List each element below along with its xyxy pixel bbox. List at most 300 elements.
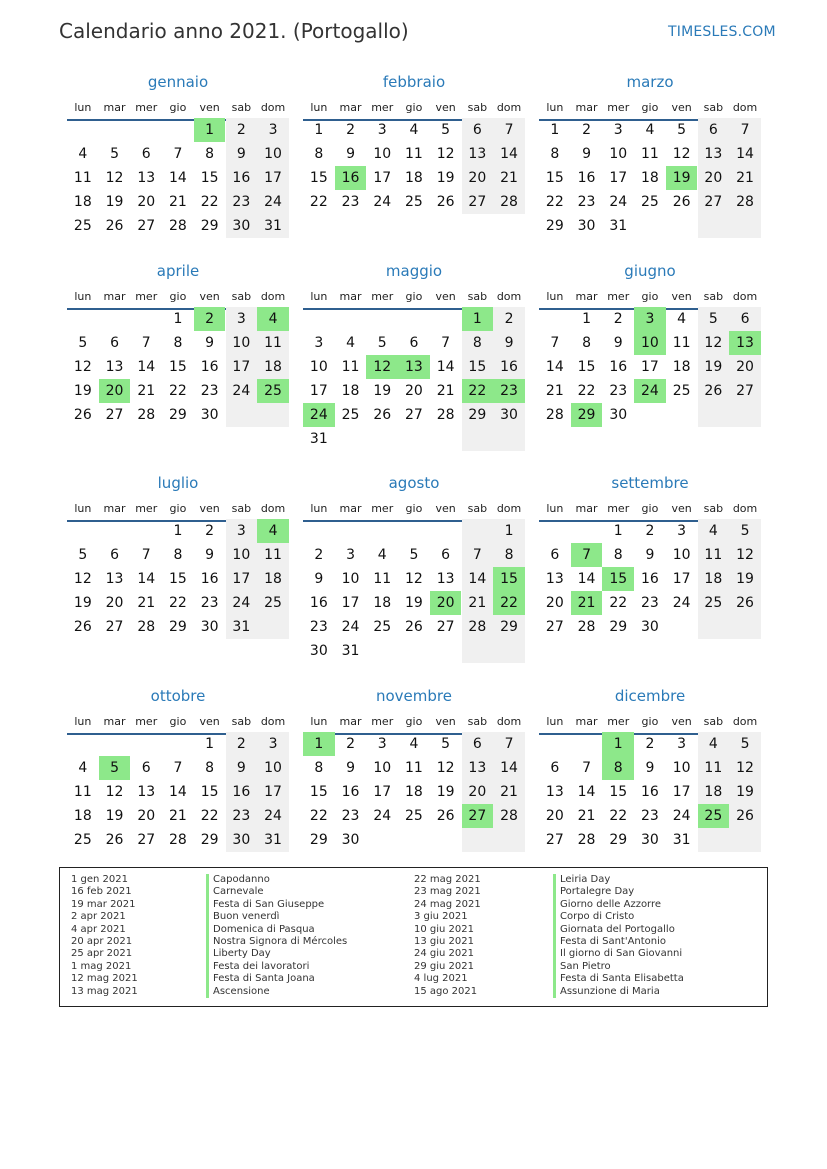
weekday-label: mar: [575, 101, 598, 114]
day-cell: 31: [672, 832, 691, 848]
day-cell: 28: [577, 619, 596, 635]
weekday-label: dom: [732, 502, 758, 515]
empty-weekend-cell: [462, 519, 494, 543]
day-cell: 16: [309, 595, 328, 611]
weekday-label: gio: [641, 502, 659, 515]
holiday-day-cell: 24: [634, 379, 666, 403]
day-cell: 16: [226, 780, 258, 804]
weekday-label: mer: [135, 101, 158, 114]
weekday-label: dom: [260, 715, 286, 728]
day-cell: 20: [545, 808, 564, 824]
day-cell: 1: [613, 523, 623, 539]
day-cell: 12: [729, 543, 761, 567]
month-name: luglio: [157, 474, 199, 492]
holiday-day-cell: 16: [335, 166, 367, 190]
day-cell: 11: [405, 146, 423, 162]
day-cell: 6: [462, 732, 494, 756]
day-cell: 14: [577, 784, 596, 800]
day-cell: 24: [341, 619, 360, 635]
weekday-label: lun: [74, 290, 92, 303]
day-cell: 17: [341, 595, 360, 611]
month-name: maggio: [385, 262, 443, 280]
legend-holiday-name: Giornata del Portogallo: [553, 924, 684, 936]
legend-date: 1 mag 2021: [71, 960, 132, 972]
day-cell: 2: [613, 311, 623, 327]
day-cell: 15: [462, 355, 494, 379]
day-cell: 11: [641, 146, 659, 162]
holiday-day-cell: 15: [602, 567, 634, 591]
weekday-label: dom: [496, 502, 522, 515]
day-cell: 10: [672, 760, 691, 776]
day-cell: 15: [169, 571, 187, 587]
day-cell: 12: [436, 146, 455, 162]
day-cell: 3: [257, 118, 289, 142]
day-cell: 31: [309, 431, 328, 447]
day-cell: 6: [729, 307, 761, 331]
day-cell: 15: [309, 784, 328, 800]
holiday-day-cell: 19: [666, 166, 698, 190]
day-cell: 3: [377, 736, 387, 752]
day-cell: 18: [257, 355, 289, 379]
day-cell: 9: [645, 547, 655, 563]
day-cell: 9: [314, 571, 324, 587]
legend-dates-col-2: [414, 874, 481, 998]
weekday-label: gio: [169, 502, 187, 515]
day-cell: 28: [577, 832, 596, 848]
day-cell: 20: [137, 194, 156, 210]
day-cell: 25: [405, 808, 423, 824]
day-cell: 16: [493, 355, 525, 379]
weekday-label: mer: [135, 715, 158, 728]
weekday-label: ven: [671, 715, 692, 728]
day-cell: 1: [173, 523, 183, 539]
day-cell: 30: [609, 407, 628, 423]
day-cell: 26: [729, 804, 761, 828]
day-cell: 13: [436, 571, 455, 587]
legend-holiday-name: Leiria Day: [553, 874, 684, 886]
day-cell: 30: [341, 832, 360, 848]
day-cell: 23: [200, 595, 219, 611]
day-cell: 24: [672, 808, 691, 824]
weekday-label: sab: [703, 502, 724, 515]
day-cell: 3: [677, 736, 687, 752]
day-cell: 8: [314, 146, 324, 162]
day-cell: 17: [257, 780, 289, 804]
day-cell: 25: [641, 194, 659, 210]
day-cell: 10: [609, 146, 628, 162]
day-cell: 6: [110, 547, 119, 563]
day-cell: 26: [105, 832, 124, 848]
day-cell: 19: [436, 170, 455, 186]
day-cell: 7: [493, 118, 525, 142]
holiday-day-cell: 4: [257, 519, 289, 543]
day-cell: 11: [698, 543, 730, 567]
day-cell: 8: [173, 547, 183, 563]
day-cell: 3: [346, 547, 355, 563]
day-cell: 8: [462, 331, 494, 355]
day-cell: 11: [373, 571, 392, 587]
day-cell: 25: [373, 619, 392, 635]
day-cell: 13: [137, 170, 156, 186]
day-cell: 25: [405, 194, 423, 210]
month-name: dicembre: [614, 687, 686, 705]
day-cell: 5: [78, 547, 88, 563]
site-link[interactable]: TIMESLES.COM: [668, 24, 776, 40]
day-cell: 22: [200, 808, 219, 824]
legend-dates-col-1: [71, 874, 138, 998]
day-cell: 26: [672, 194, 691, 210]
day-cell: 14: [169, 784, 187, 800]
day-cell: 25: [257, 591, 289, 615]
weekday-label: dom: [496, 715, 522, 728]
weekday-label: gio: [641, 290, 659, 303]
day-cell: 14: [545, 359, 564, 375]
weekday-label: ven: [199, 502, 220, 515]
legend-date: 2 apr 2021: [71, 911, 126, 923]
month-name: aprile: [156, 262, 200, 280]
legend-date: 20 apr 2021: [71, 935, 133, 947]
month-name: novembre: [376, 687, 452, 705]
legend-holiday-name: Domenica di Pasqua: [206, 924, 347, 936]
day-cell: 12: [729, 756, 761, 780]
day-cell: 23: [226, 804, 258, 828]
day-cell: 22: [609, 808, 628, 824]
day-cell: 30: [641, 832, 659, 848]
day-cell: 13: [698, 142, 730, 166]
empty-weekend-cell: [729, 828, 761, 852]
legend-holiday-name: Capodanno: [206, 874, 347, 886]
day-cell: 27: [462, 190, 494, 214]
holiday-day-cell: 25: [257, 379, 289, 403]
day-cell: 30: [493, 403, 525, 427]
weekday-label: mar: [339, 715, 362, 728]
day-cell: 8: [493, 543, 525, 567]
empty-weekend-cell: [698, 214, 730, 238]
day-cell: 12: [672, 146, 691, 162]
day-cell: 19: [729, 567, 761, 591]
day-cell: 28: [169, 218, 187, 234]
day-cell: 27: [698, 190, 730, 214]
day-cell: 18: [672, 359, 691, 375]
legend-date: 25 apr 2021: [71, 948, 133, 960]
day-cell: 2: [346, 736, 355, 752]
day-cell: 20: [105, 595, 124, 611]
day-cell: 27: [105, 407, 124, 423]
day-cell: 7: [582, 760, 591, 776]
day-cell: 27: [545, 832, 564, 848]
day-cell: 19: [73, 383, 92, 399]
weekday-label: gio: [641, 715, 659, 728]
day-cell: 29: [609, 619, 628, 635]
weekday-label: gio: [405, 715, 423, 728]
day-cell: 13: [137, 784, 156, 800]
day-cell: 25: [698, 591, 730, 615]
day-cell: 5: [729, 519, 761, 543]
legend-holiday-name: Festa di Santa Joana: [206, 973, 347, 985]
day-cell: 28: [462, 615, 494, 639]
day-cell: 28: [436, 407, 455, 423]
holiday-day-cell: 21: [571, 591, 603, 615]
day-cell: 6: [550, 547, 560, 563]
day-cell: 13: [545, 571, 564, 587]
day-cell: 4: [409, 736, 419, 752]
day-cell: 14: [493, 142, 525, 166]
day-cell: 8: [205, 146, 215, 162]
weekday-label: sab: [467, 715, 488, 728]
day-cell: 8: [205, 760, 215, 776]
day-cell: 29: [169, 619, 187, 635]
weekday-label: gio: [641, 101, 659, 114]
holiday-day-cell: 20: [430, 591, 462, 615]
day-cell: 5: [409, 547, 419, 563]
day-cell: 28: [729, 190, 761, 214]
day-cell: 21: [545, 383, 564, 399]
day-cell: 21: [436, 383, 455, 399]
day-cell: 5: [377, 335, 387, 351]
day-cell: 11: [405, 760, 423, 776]
day-cell: 10: [373, 760, 392, 776]
empty-weekend-cell: [462, 427, 494, 451]
day-cell: 15: [577, 359, 596, 375]
day-cell: 14: [436, 359, 455, 375]
weekday-label: lun: [74, 101, 92, 114]
legend-names-col-2: [553, 874, 684, 998]
weekday-label: sab: [231, 502, 252, 515]
month-name: febbraio: [382, 73, 446, 91]
month-name: settembre: [611, 474, 689, 492]
day-cell: 7: [173, 146, 183, 162]
weekday-label: dom: [496, 290, 522, 303]
legend-date: 29 giu 2021: [414, 960, 474, 972]
day-cell: 30: [309, 643, 328, 659]
day-cell: 30: [200, 407, 219, 423]
day-cell: 15: [309, 170, 328, 186]
day-cell: 1: [314, 122, 324, 138]
day-cell: 19: [729, 780, 761, 804]
weekday-label: ven: [199, 101, 220, 114]
weekday-label: lun: [546, 502, 564, 515]
holiday-day-cell: 1: [303, 732, 335, 756]
day-cell: 24: [373, 808, 392, 824]
day-cell: 24: [373, 194, 392, 210]
day-cell: 5: [110, 146, 119, 162]
weekday-label: lun: [546, 101, 564, 114]
weekday-label: ven: [435, 502, 456, 515]
day-cell: 14: [137, 359, 156, 375]
legend-holiday-name: Liberty Day: [206, 948, 347, 960]
empty-weekend-cell: [493, 427, 525, 451]
empty-weekend-cell: [257, 403, 289, 427]
day-cell: 23: [577, 194, 596, 210]
holiday-day-cell: 20: [99, 379, 131, 403]
day-cell: 27: [545, 619, 564, 635]
weekday-label: mar: [575, 290, 598, 303]
day-cell: 2: [493, 307, 525, 331]
weekday-label: mer: [607, 290, 630, 303]
day-cell: 1: [173, 311, 183, 327]
day-cell: 4: [78, 146, 88, 162]
weekday-label: lun: [546, 290, 564, 303]
empty-weekend-cell: [493, 639, 525, 663]
day-cell: 31: [609, 218, 628, 234]
day-cell: 30: [641, 619, 659, 635]
day-cell: 19: [436, 784, 455, 800]
day-cell: 30: [226, 828, 258, 852]
legend-date: 16 feb 2021: [71, 886, 132, 898]
day-cell: 1: [550, 122, 560, 138]
legend-holiday-name: Festa di Santa Elisabetta: [553, 973, 684, 985]
legend-date: 12 mag 2021: [71, 973, 138, 985]
day-cell: 16: [200, 359, 219, 375]
legend-holiday-name: Nostra Signora di Mércoles: [206, 936, 347, 948]
empty-weekend-cell: [698, 403, 730, 427]
day-cell: 26: [73, 619, 92, 635]
day-cell: 26: [405, 619, 423, 635]
day-cell: 17: [672, 784, 691, 800]
weekday-label: ven: [199, 715, 220, 728]
day-cell: 7: [493, 732, 525, 756]
legend-date: 10 giu 2021: [414, 923, 474, 935]
legend-holiday-name: Carnevale: [206, 886, 347, 898]
day-cell: 25: [341, 407, 360, 423]
day-cell: 9: [493, 331, 525, 355]
day-cell: 10: [341, 571, 360, 587]
day-cell: 11: [698, 756, 730, 780]
month-name: gennaio: [147, 73, 209, 91]
day-cell: 9: [226, 142, 258, 166]
legend-date: 13 giu 2021: [414, 935, 474, 947]
day-cell: 26: [698, 379, 730, 403]
holiday-day-cell: 10: [634, 331, 666, 355]
day-cell: 7: [141, 335, 151, 351]
day-cell: 4: [645, 122, 655, 138]
day-cell: 25: [672, 383, 691, 399]
weekday-label: sab: [231, 715, 252, 728]
day-cell: 13: [545, 784, 564, 800]
month-name: marzo: [626, 73, 674, 91]
weekday-label: mer: [371, 715, 394, 728]
day-cell: 9: [226, 756, 258, 780]
day-cell: 26: [729, 591, 761, 615]
legend-date: 24 giu 2021: [414, 948, 474, 960]
day-cell: 25: [73, 218, 92, 234]
day-cell: 10: [226, 331, 258, 355]
weekday-label: gio: [405, 101, 423, 114]
day-cell: 2: [205, 523, 215, 539]
holiday-day-cell: 27: [462, 804, 494, 828]
day-cell: 11: [257, 543, 289, 567]
day-cell: 29: [462, 403, 494, 427]
weekday-label: mer: [371, 290, 394, 303]
day-cell: 2: [226, 118, 258, 142]
day-cell: 5: [698, 307, 730, 331]
day-cell: 4: [698, 519, 730, 543]
holiday-day-cell: 1: [602, 732, 634, 756]
day-cell: 18: [405, 784, 423, 800]
weekday-label: ven: [671, 502, 692, 515]
day-cell: 14: [137, 571, 156, 587]
weekday-label: mer: [371, 502, 394, 515]
day-cell: 27: [729, 379, 761, 403]
day-cell: 26: [436, 808, 455, 824]
day-cell: 29: [493, 615, 525, 639]
holiday-legend: [59, 867, 768, 1007]
day-cell: 11: [672, 335, 691, 351]
day-cell: 3: [226, 519, 258, 543]
legend-holiday-name: Buon venerdì: [206, 911, 347, 923]
legend-holiday-name: Festa di San Giuseppe: [206, 899, 347, 911]
empty-weekend-cell: [257, 615, 289, 639]
day-cell: 4: [377, 547, 387, 563]
day-cell: 22: [309, 808, 328, 824]
day-cell: 28: [137, 619, 156, 635]
legend-date: 1 gen 2021: [71, 874, 129, 885]
weekday-label: dom: [732, 101, 758, 114]
day-cell: 22: [545, 194, 564, 210]
legend-names-col-1: [206, 874, 347, 998]
holiday-day-cell: 29: [571, 403, 603, 427]
weekday-label: dom: [260, 290, 286, 303]
legend-date: 23 mag 2021: [414, 886, 481, 898]
day-cell: 6: [110, 335, 119, 351]
day-cell: 19: [105, 194, 124, 210]
weekday-label: lun: [546, 715, 564, 728]
day-cell: 10: [672, 547, 691, 563]
day-cell: 14: [729, 142, 761, 166]
weekday-label: sab: [467, 290, 488, 303]
holiday-day-cell: 5: [99, 756, 131, 780]
day-cell: 2: [645, 523, 655, 539]
weekday-label: mer: [135, 502, 158, 515]
weekday-label: ven: [671, 101, 692, 114]
day-cell: 16: [577, 170, 596, 186]
day-cell: 14: [493, 756, 525, 780]
holiday-day-cell: 13: [398, 355, 430, 379]
holiday-day-cell: 8: [602, 756, 634, 780]
day-cell: 9: [205, 335, 215, 351]
day-cell: 6: [462, 118, 494, 142]
day-cell: 17: [257, 166, 289, 190]
day-cell: 1: [493, 519, 525, 543]
weekday-label: mar: [103, 502, 126, 515]
day-cell: 4: [677, 311, 687, 327]
legend-date: 13 mag 2021: [71, 985, 138, 997]
day-cell: 13: [105, 571, 124, 587]
day-cell: 21: [493, 780, 525, 804]
day-cell: 7: [462, 543, 494, 567]
day-cell: 4: [409, 122, 419, 138]
day-cell: 26: [105, 218, 124, 234]
day-cell: 21: [577, 808, 596, 824]
day-cell: 6: [409, 335, 419, 351]
day-cell: 27: [405, 407, 423, 423]
weekday-label: sab: [703, 715, 724, 728]
day-cell: 29: [169, 407, 187, 423]
weekday-label: gio: [169, 290, 187, 303]
day-cell: 23: [309, 619, 328, 635]
day-cell: 20: [462, 166, 494, 190]
day-cell: 6: [141, 146, 151, 162]
day-cell: 17: [672, 571, 691, 587]
day-cell: 1: [205, 736, 215, 752]
day-cell: 2: [226, 732, 258, 756]
day-cell: 7: [550, 335, 560, 351]
day-cell: 11: [341, 359, 360, 375]
month-name: agosto: [388, 474, 440, 492]
empty-weekend-cell: [729, 403, 761, 427]
day-cell: 30: [226, 214, 258, 238]
day-cell: 23: [641, 808, 659, 824]
